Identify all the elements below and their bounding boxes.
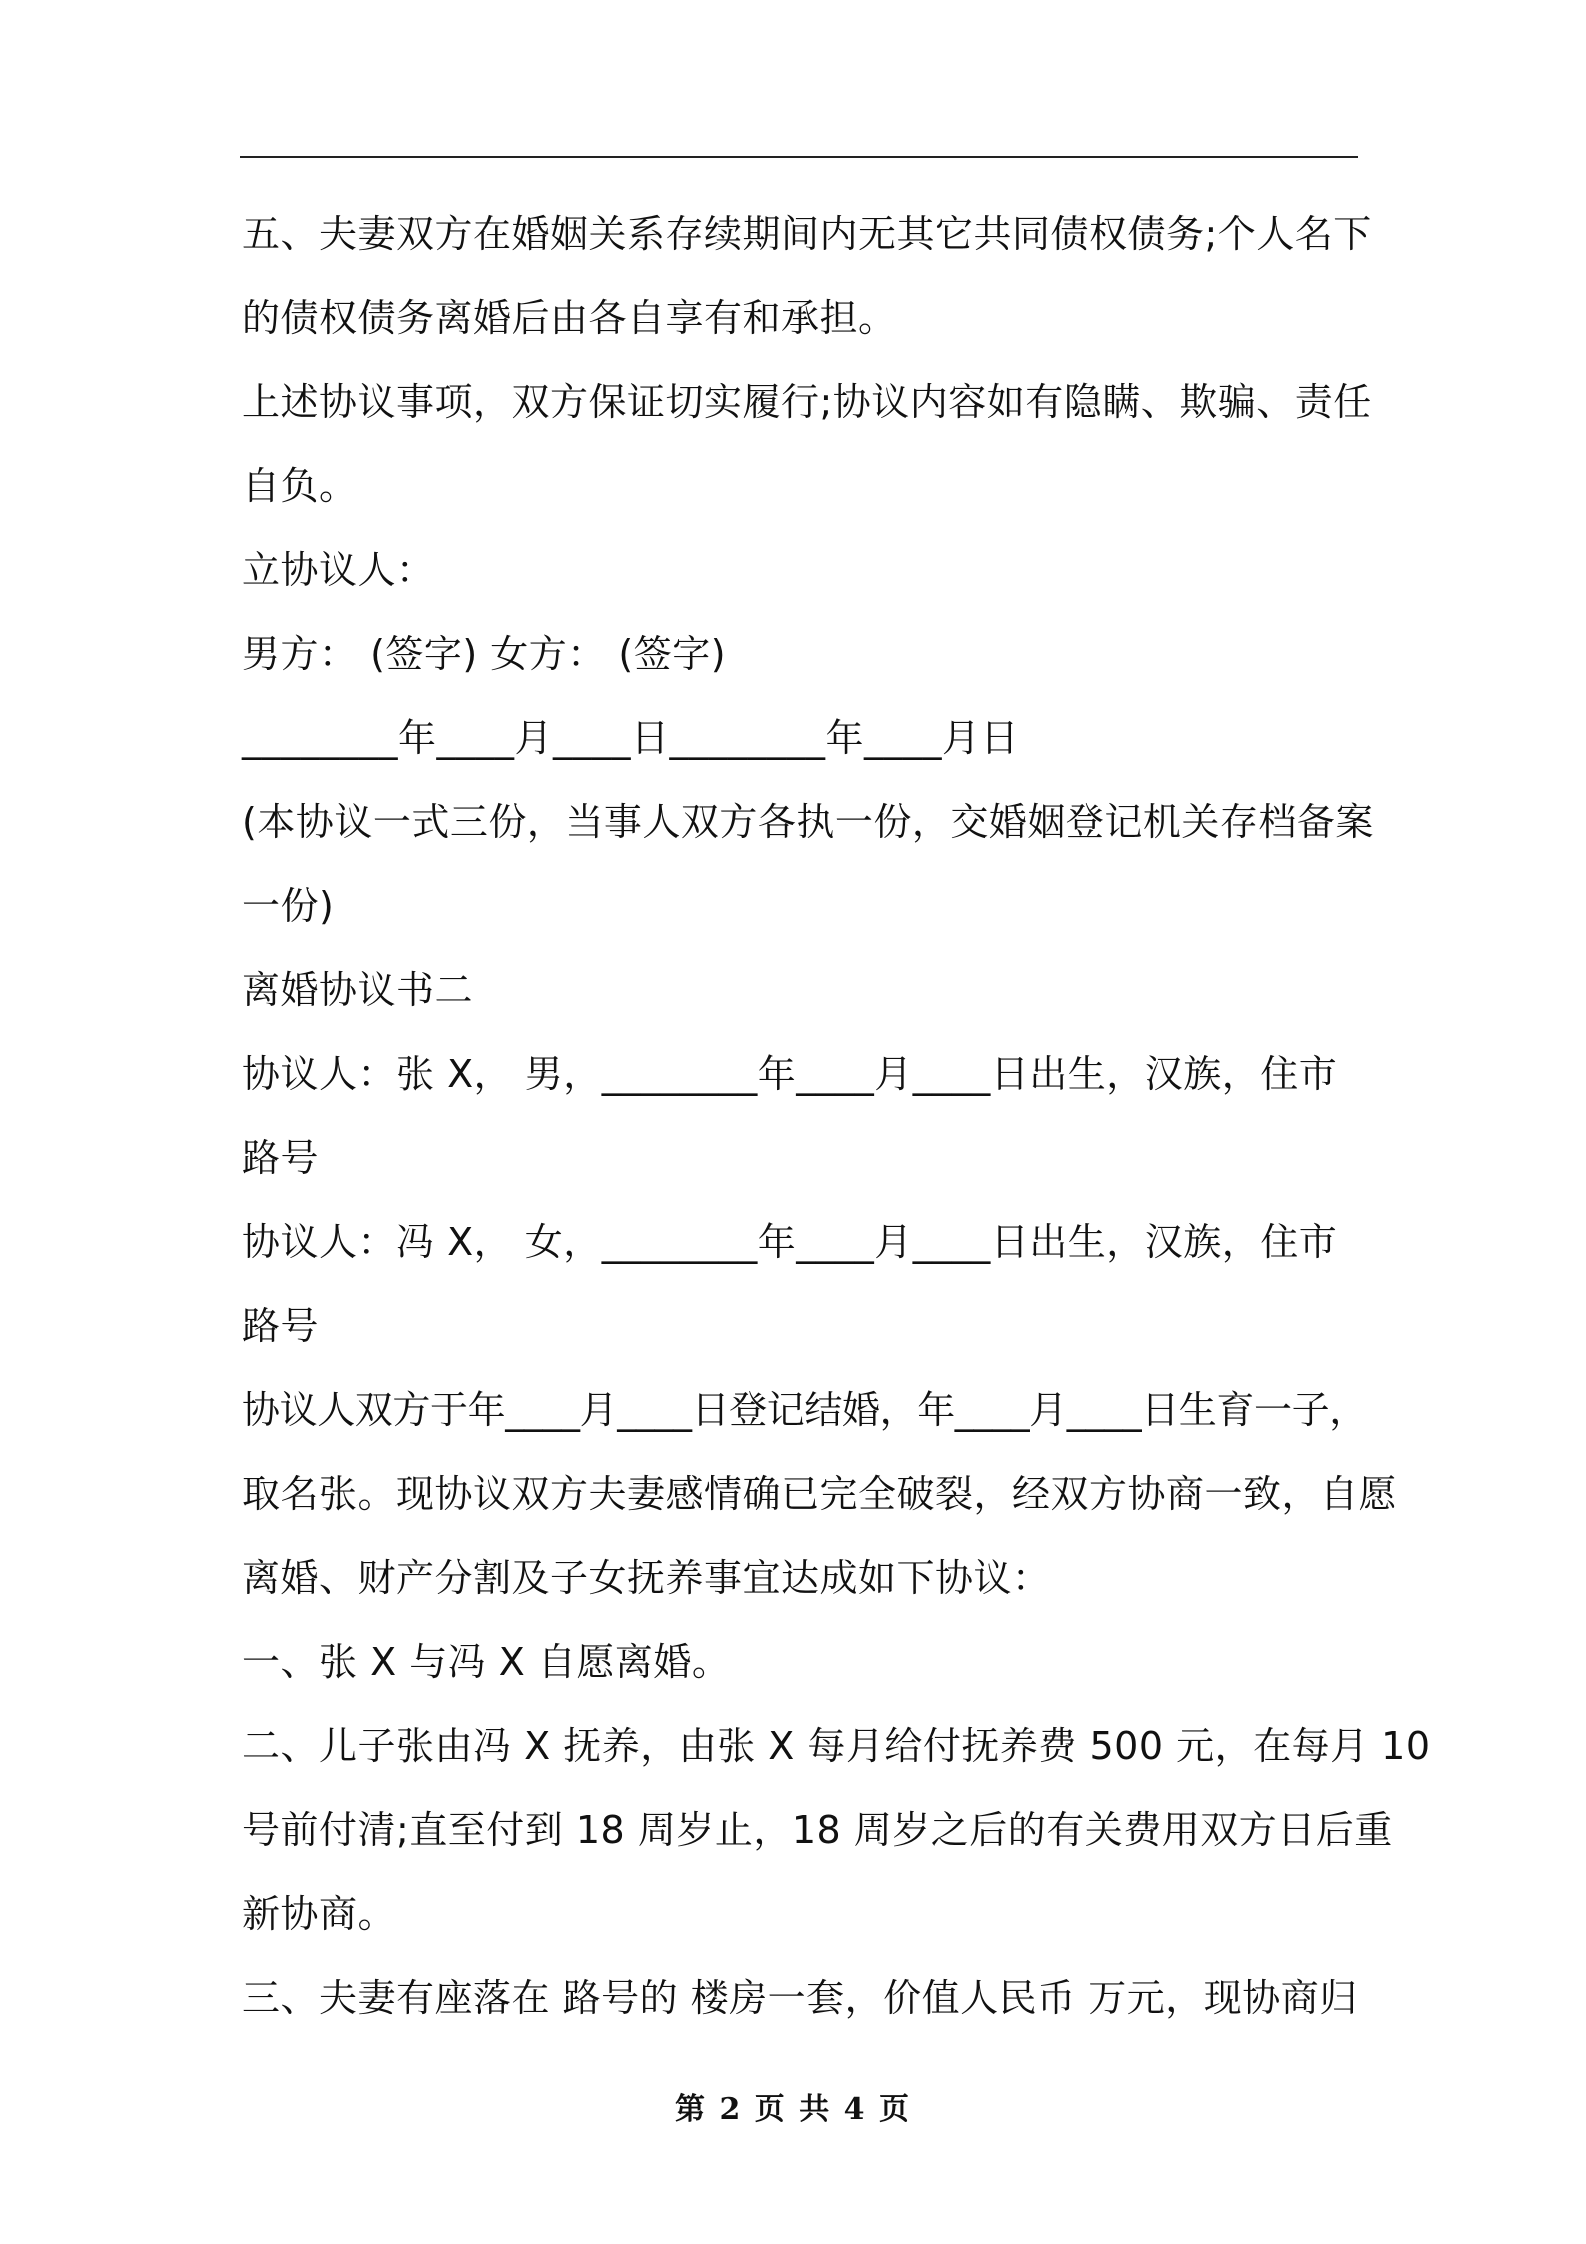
text-line: (本协议一式三份，当事人双方各执一份，交婚姻登记机关存档备案 <box>242 800 1374 844</box>
text-line: 协议人双方于年____月____日登记结婚，年____月____日生育一子， <box>242 1388 1367 1432</box>
document-body <box>242 192 1431 2040</box>
text-line: 自负。 <box>242 464 358 508</box>
text-line: 路号 <box>242 1136 320 1180</box>
text-line: 二、儿子张由冯 X 抚养，由张 X 每月给付抚养费 500 元，在每月 10 <box>242 1724 1431 1768</box>
text-line: ________年____月____日________年____月日 <box>242 716 1020 760</box>
page-number: 第 2 页 共 4 页 <box>675 2092 911 2127</box>
text-line: 一、张 X 与冯 X 自愿离婚。 <box>242 1640 731 1684</box>
header-rule <box>240 156 1358 158</box>
text-line: 上述协议事项，双方保证切实履行;协议内容如有隐瞒、欺骗、责任 <box>242 380 1372 424</box>
text-line: 立协议人： <box>242 548 435 592</box>
text-line: 协议人：冯 X， 女，________年____月____日出生，汉族，住市 <box>242 1220 1338 1264</box>
text-line: 离婚、财产分割及子女抚养事宜达成如下协议： <box>242 1556 1051 1600</box>
text-line: 新协商。 <box>242 1892 397 1936</box>
text-line: 协议人：张 X， 男，________年____月____日出生，汉族，住市 <box>242 1052 1338 1096</box>
text-line: 号前付清;直至付到 18 周岁止，18 周岁之后的有关费用双方日后重 <box>242 1808 1393 1852</box>
text-line: 的债权债务离婚后由各自享有和承担。 <box>242 296 897 340</box>
text-line: 取名张。现协议双方夫妻感情确已完全破裂，经双方协商一致，自愿 <box>242 1472 1398 1516</box>
text-line: 一份) <box>242 884 335 928</box>
text-line: 男方： (签字) 女方： (签字) <box>242 632 727 676</box>
text-line: 五、夫妻双方在婚姻关系存续期间内无其它共同债权债务;个人名下 <box>242 212 1372 256</box>
text-line: 三、夫妻有座落在 路号的 楼房一套，价值人民币 万元，现协商归 <box>242 1976 1358 2020</box>
section-title: 离婚协议书二 <box>242 968 474 1012</box>
text-line: 路号 <box>242 1304 320 1348</box>
